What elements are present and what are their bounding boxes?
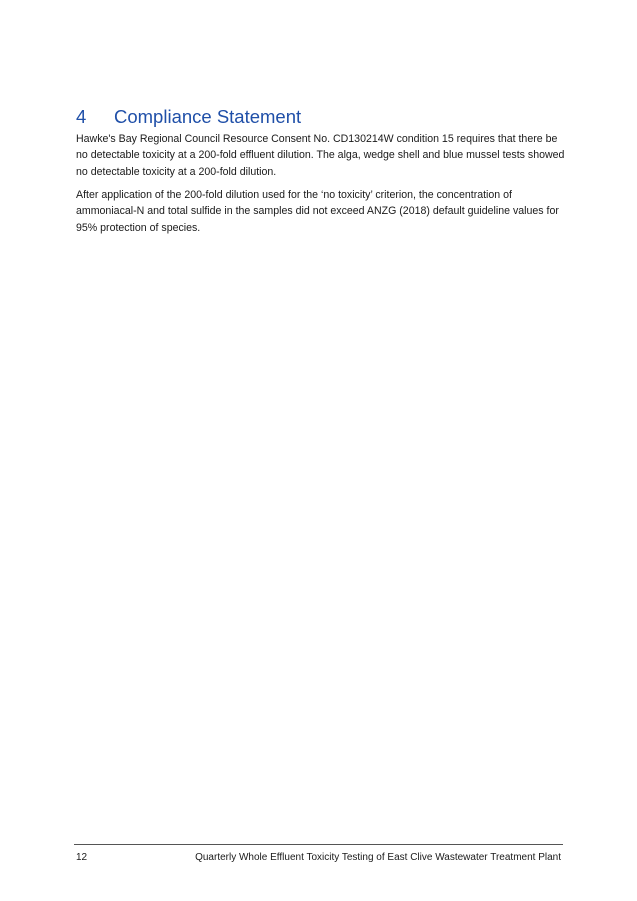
section-heading: [76, 106, 301, 128]
footer-divider: [74, 844, 563, 845]
section-title: Compliance Statement: [114, 106, 302, 127]
section-number: 4: [76, 106, 87, 127]
footer-document-title: Quarterly Whole Effluent Toxicity Testing of East Clive Wastewater Treatment Plant: [195, 852, 561, 863]
footer-page-number: 12: [76, 852, 88, 863]
paragraph-dilution-criterion: After application of the 200-fold dilution used for the ‘no toxicity’ criterion, the concentration of ammoniacal-N and total sulfide in the samples did not exceed ANZG (2018) default guideline values for 95% protection of species.: [76, 189, 559, 234]
paragraph-consent-condition: Hawke's Bay Regional Council Resource Consent No. CD130214W condition 15 requires that there be no detectable toxicity at a 200-fold effluent dilution. The alga, wedge shell and blue mussel tests showed no detectable toxicity at a 200-fold dilution.: [76, 133, 565, 178]
